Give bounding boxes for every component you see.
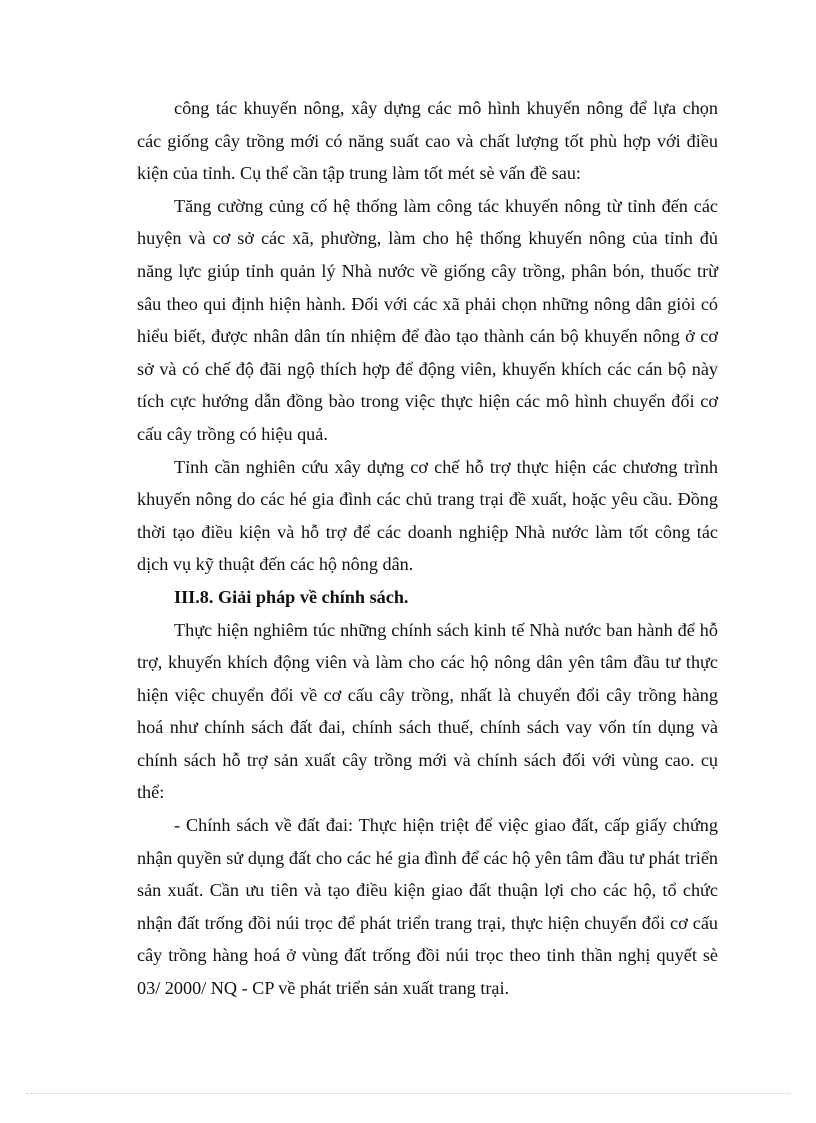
paragraph-strengthen-system: Tăng cường củng cố hệ thống làm công tác khuyến nông từ tỉnh đến các huyện và cơ sở các xã, phường, làm cho hệ thống khuyến nông của tỉnh đủ năng lực giúp tỉnh quản lý Nhà nước về giống cây trồng, phân bón, thuốc trừ sâu theo qui định hiện hành. Đối với các xã phải chọn những nông dân giỏi có hiểu biết, được nhân dân tín nhiệm để đào tạo thành cán bộ khuyến nông ở cơ sở và có chế độ đãi ngộ thích hợp để động viên, khuyến khích các cán bộ này tích cực hướng dẫn đồng bào trong việc thực hiện các mô hình chuyển đổi cơ cấu cây trồng có hiệu quả. — [137, 195, 718, 444]
paragraph-support-mechanism: Tỉnh cần nghiên cứu xây dựng cơ chế hỗ trợ thực hiện các chương trình khuyến nông do các hé gia đình các chủ trang trại đề xuất, hoặc yêu cầu. Đồng thời tạo điều kiện và hỗ trợ để các doanh nghiệp Nhà nước làm tốt công tác dịch vụ kỹ thuật đến các hộ nông dân. — [137, 456, 718, 575]
section-heading: III.8. Giải pháp về chính sách. — [174, 586, 409, 607]
document-body — [137, 92, 718, 1005]
footer-divider — [26, 1093, 790, 1094]
paragraph-land-policy: - Chính sách về đất đai: Thực hiện triệt để việc giao đất, cấp giấy chứng nhận quyền sử dụng đất cho các hé gia đình để các hộ yên tâm đầu tư phát triển sản xuất. Cần ưu tiên và tạo điều kiện giao đất thuận lợi cho các hộ, tổ chức nhận đất trống đồi núi trọc để phát triển trang trại, thực hiện chuyển đổi cơ cấu cây trồng hàng hoá ở vùng đất trống đồi núi trọc theo tinh thần nghị quyết sè 03/ 2000/ NQ - CP về phát triển sản xuất trang trại. — [137, 815, 718, 999]
paragraph-policy-overview: Thực hiện nghiêm túc những chính sách kinh tế Nhà nước ban hành để hỗ trợ, khuyến khích động viên và làm cho các hộ nông dân yên tâm đầu tư thực hiện việc chuyển đổi về cơ cấu cây trồng, nhất là chuyển đổi cây trồng hàng hoá như chính sách đất đai, chính sách thuế, chính sách vay vốn tín dụng và chính sách hỗ trợ sản xuất cây trồng mới và chính sách đối với vùng cao. cụ thể: — [137, 619, 718, 803]
paragraph-extension-work: công tác khuyến nông, xây dựng các mô hình khuyến nông để lựa chọn các giống cây trồng mới có năng suất cao và chất lượng tốt phù hợp với điều kiện của tỉnh. Cụ thể cần tập trung làm tốt mét sè vấn đề sau: — [137, 98, 718, 184]
